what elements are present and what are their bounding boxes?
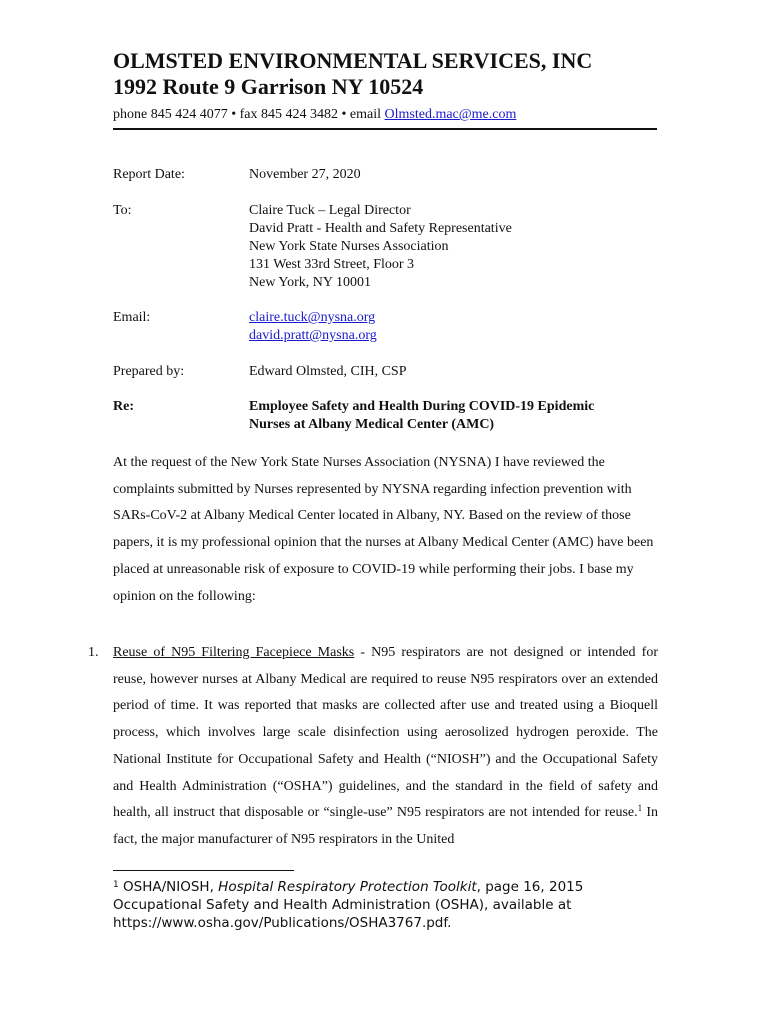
email-label: Email:	[113, 310, 151, 325]
footnote-divider	[113, 870, 294, 871]
footnote-reference[interactable]: 1	[637, 803, 643, 814]
list-item-paragraph	[113, 640, 658, 854]
email-link-claire[interactable]: claire.tuck@nysna.org	[249, 310, 376, 325]
list-item-text-continued: In fact, the major manufacturer of N95 respirators in the United	[113, 805, 658, 847]
prepared-by-value: Edward Olmsted, CIH, CSP	[249, 364, 407, 379]
prepared-by-label: Prepared by:	[113, 364, 185, 379]
contact-email-link[interactable]: Olmsted.mac@me.com	[384, 107, 517, 122]
footnote-title: Hospital Respiratory Protection Toolkit	[218, 879, 477, 895]
contact-details: phone 845 424 4077 • fax 845 424 3482 • email	[113, 107, 385, 122]
footnote	[113, 878, 653, 932]
to-label: To:	[113, 203, 132, 218]
email-link-david[interactable]: david.pratt@nysna.org	[249, 328, 377, 343]
to-line: New York State Nurses Association	[249, 239, 449, 254]
footnote-number: 1	[113, 880, 119, 890]
list-item-number: 1.	[88, 645, 99, 660]
to-line: New York, NY 10001	[249, 275, 371, 290]
to-line: David Pratt - Health and Safety Representative	[249, 221, 512, 236]
contact-line	[113, 106, 516, 124]
re-label: Re:	[113, 399, 134, 414]
re-line: Nurses at Albany Medical Center (AMC)	[249, 417, 495, 432]
re-line: Employee Safety and Health During COVID-19 Epidemic	[249, 399, 595, 414]
footnote-suffix: , page 16, 2015 Occupational Safety and Health Administration (OSHA), available at https://www.osha.gov/Publications/OSHA3767.pdf.	[113, 879, 584, 931]
list-item-heading: Reuse of N95 Filtering Facepiece Masks	[113, 645, 355, 660]
list-item-text: - N95 respirators are not designed or intended for reuse, however nurses at Albany Medical are required to reuse N95 respirators over an extended period of time. It was reported that masks are collected after use and treated using a Bioquell process, which involves large scale disinfection using aerosolized hydrogen peroxide. The National Institute for Occupational Safety and Health (“NIOSH”) and the Occupational Safety and Health Administration (“OSHA”) guidelines, and the standard in the field of safety and health, all instruct that disposable or “single-use” N95 respirators are not intended for reuse.	[113, 645, 658, 821]
intro-paragraph: At the request of the New York State Nurses Association (NYSNA) I have reviewed the complaints submitted by Nurses represented by NYSNA regarding infection prevention with SARs-CoV-2 at Albany Medical Center located in Albany, NY. Based on the review of those papers, it is my professional opinion that the nurses at Albany Medical Center (AMC) have been placed at unreasonable risk of exposure to COVID-19 while performing their jobs. I base my opinion on the following:	[113, 455, 654, 604]
report-date-value: November 27, 2020	[249, 167, 361, 182]
to-line: 131 West 33rd Street, Floor 3	[249, 257, 415, 272]
company-address: 1992 Route 9 Garrison NY 10524	[113, 74, 424, 99]
report-date-label: Report Date:	[113, 167, 185, 182]
to-line: Claire Tuck – Legal Director	[249, 203, 411, 218]
company-name: OLMSTED ENVIRONMENTAL SERVICES, INC	[113, 48, 593, 73]
header-divider	[113, 128, 657, 130]
footnote-prefix: OSHA/NIOSH,	[118, 879, 219, 895]
